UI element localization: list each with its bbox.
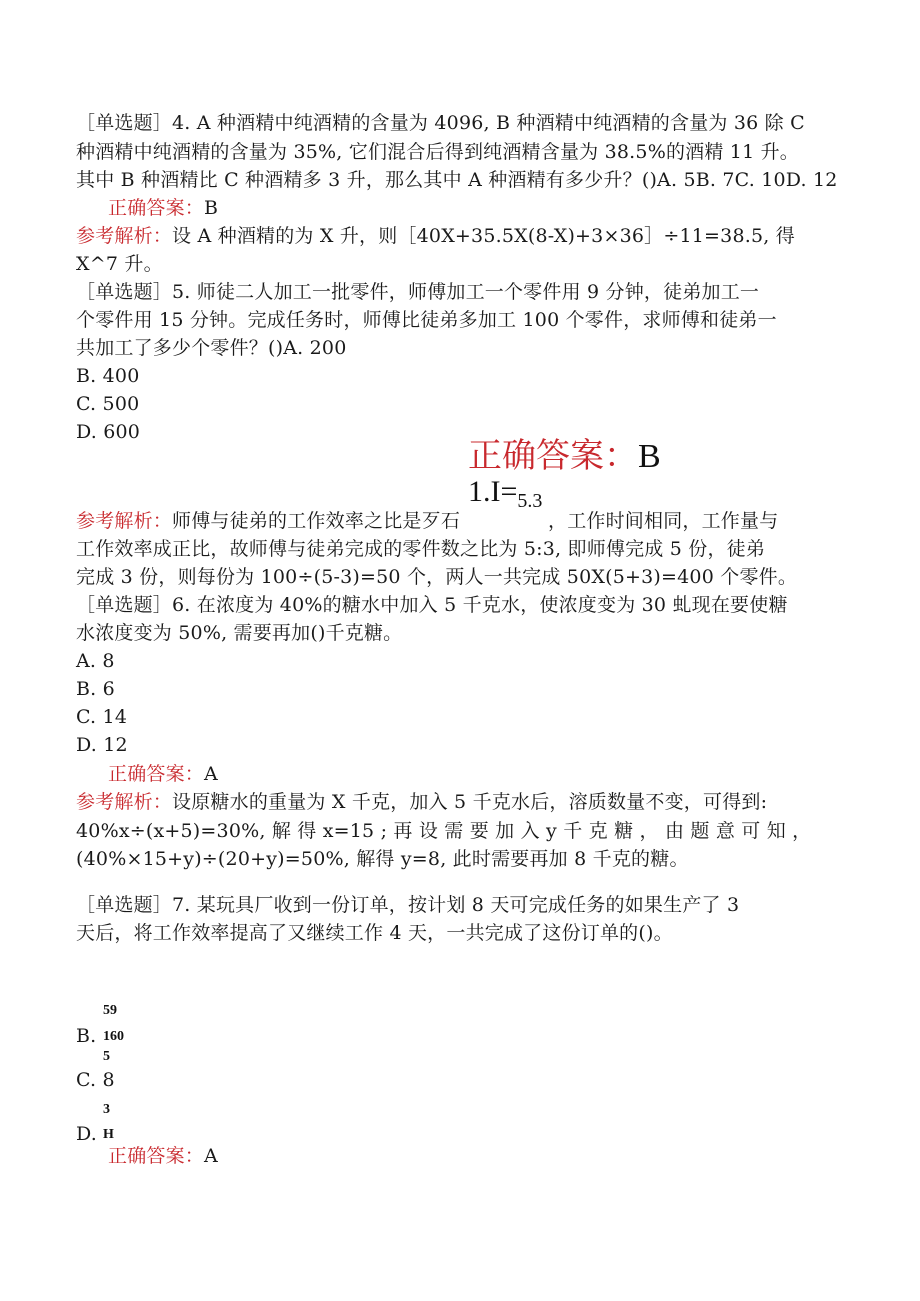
q4-text-line1: ［单选题］4. A 种酒精中纯酒精的含量为 4096, B 种酒精中纯酒精的含量为 36 除 C bbox=[76, 112, 805, 134]
q6-option-b: B. 6 bbox=[76, 678, 115, 700]
q6-option-c: C. 14 bbox=[76, 706, 128, 728]
q6-option-d: D. 12 bbox=[76, 734, 128, 756]
q4-text-line2: 种酒精中纯酒精的含量为 35%, 它们混合后得到纯酒精含量为 38.5%的酒精 11 升。 bbox=[76, 141, 800, 163]
q5-analysis-text1: 师傅与徒弟的工作效率之比是歹石 bbox=[172, 510, 461, 532]
q5-text-line3: 共加工了多少个零件？()A. 200 bbox=[76, 337, 347, 359]
q5-analysis-line1 bbox=[76, 507, 460, 535]
q6-answer-value: A bbox=[204, 763, 218, 785]
q6-text-line1: ［单选题］6. 在浓度为 40%的糖水中加入 5 千克水，使浓度变为 30 虬现在要使糖 bbox=[76, 594, 788, 616]
q6-text-line2: 水浓度变为 50%, 需要再加()千克糖。 bbox=[76, 622, 403, 644]
q4-answer bbox=[108, 194, 218, 222]
q5-ratio-formula bbox=[468, 476, 542, 517]
q7-text-line2: 天后，将工作效率提高了又继续工作 4 天，一共完成了这份订单的()。 bbox=[76, 922, 673, 944]
q6-analysis-line2: 40%x÷(x+5)=30%, 解 得 x=15 ; 再 设 需 要 加 入 y 千 克 糖 ， 由 题 意 可 知 ， bbox=[76, 820, 812, 842]
q6-option-a: A. 8 bbox=[76, 650, 115, 672]
q5-formula-sub: 5.3 bbox=[517, 490, 543, 512]
q5-analysis-line2: 工作效率成正比，故师傅与徒弟完成的零件数之比为 5:3, 即师傅完成 5 份，徒弟 bbox=[76, 538, 766, 560]
q6-answer bbox=[108, 760, 218, 788]
q5-formula-main: 1.I= bbox=[468, 475, 518, 508]
q6-answer-label: 正确答案： bbox=[108, 763, 205, 785]
q7-option-c: C. 8 bbox=[76, 1069, 115, 1091]
q7-frac-b-numerator: 59 bbox=[103, 1003, 117, 1018]
q5-text-line2: 个零件用 15 分钟。完成任务时，师傅比徒弟多加工 100 个零件，求师傅和徒弟一 bbox=[76, 309, 777, 331]
q6-analysis-text1: 设原糖水的重量为 X 千克，加入 5 千克水后，溶质数量不变，可得到: bbox=[172, 791, 768, 813]
q4-text-line3: 其中 B 种酒精比 C 种酒精多 3 升，那么其中 A 种酒精有多少升？()A. 5B. 7C. 10D. 12 bbox=[76, 169, 838, 191]
q4-analysis-line1 bbox=[76, 222, 795, 250]
q7-frac-c-numerator: 5 bbox=[103, 1049, 110, 1064]
q4-answer-value: B bbox=[204, 197, 219, 219]
q6-analysis-label: 参考解析： bbox=[76, 791, 173, 813]
q7-frac-d-denominator: H bbox=[103, 1127, 114, 1142]
q7-text-line1: ［单选题］7. 某玩具厂收到一份订单，按计划 8 天可完成任务的如果生产了 3 bbox=[76, 894, 740, 916]
q4-answer-label: 正确答案： bbox=[108, 197, 205, 219]
q4-analysis-label: 参考解析： bbox=[76, 225, 173, 247]
q7-option-b: B. bbox=[76, 1025, 97, 1047]
q5-analysis-label: 参考解析： bbox=[76, 510, 173, 532]
q5-analysis-text1b: ，工作时间相同，工作量与 bbox=[548, 510, 779, 532]
q5-analysis-line3: 完成 3 份，则每份为 100÷(5-3)=50 个，两人一共完成 50X(5+3)=400 个零件。 bbox=[76, 566, 798, 588]
q5-answer-value: B bbox=[638, 438, 661, 475]
q5-option-b: B. 400 bbox=[76, 365, 140, 387]
q7-answer-value: A bbox=[204, 1145, 218, 1167]
q5-answer-label: 正确答案： bbox=[468, 436, 638, 476]
q7-frac-b-denominator: 160 bbox=[103, 1029, 124, 1044]
q6-analysis-line3: (40%×15+y)÷(20+y)=50%, 解得 y=8, 此时需要再加 8 千克的糖。 bbox=[76, 848, 689, 870]
q7-frac-d-numerator: 3 bbox=[103, 1102, 110, 1117]
q4-analysis-text1: 设 A 种酒精的为 X 升，则［40X+35.5X(8-X)+3×36］÷11=38.5, 得 bbox=[172, 225, 795, 247]
q5-option-c: C. 500 bbox=[76, 393, 140, 415]
q7-answer-label: 正确答案： bbox=[108, 1145, 205, 1167]
q5-text-line1: ［单选题］5. 师徒二人加工一批零件，师傅加工一个零件用 9 分钟，徒弟加工一 bbox=[76, 281, 760, 303]
q4-analysis-line2: X^7 升。 bbox=[76, 253, 163, 275]
q5-answer bbox=[468, 434, 661, 479]
q7-answer bbox=[108, 1142, 218, 1170]
q6-analysis-line1 bbox=[76, 788, 767, 816]
q5-option-d: D. 600 bbox=[76, 421, 141, 443]
q7-option-d: D. bbox=[76, 1123, 97, 1145]
